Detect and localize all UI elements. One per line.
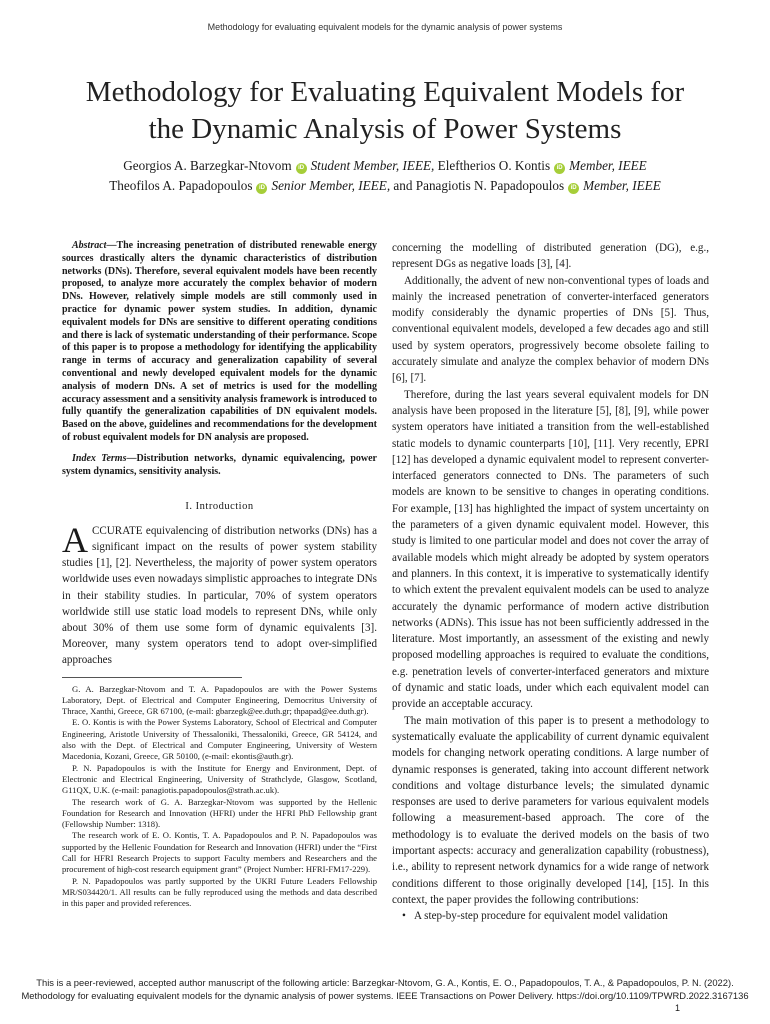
footnote: The research work of E. O. Kontis, T. A. Papadopoulos and P. N. Papadopoulos was supported by the Hellenic Foundation for Research and Innovation (HFRI) under the “First Call for HFRI Research Projects to support Faculty members and Researchers and the procurement of high-cost research equipment grant” (Project Number: HFRI-FM17-229). xyxy=(62,830,377,875)
footnote: G. A. Barzegkar-Ntovom and T. A. Papadopoulos are with the Power Systems Laboratory, Dept. of Electrical and Computer Engineering, Democritus University of Thrace, Xanthi, Greece, GR 67100, (e-mail: gbarzegk@ee.duth.gr; thpapad@ee.duth.gr). xyxy=(62,683,377,717)
paper-title xyxy=(40,74,730,148)
author-name: Eleftherios O. Kontis xyxy=(437,158,551,173)
index-terms-label: Index Terms xyxy=(72,452,127,464)
author-name: Georgios A. Barzegkar-Ntovom xyxy=(123,158,292,173)
left-column xyxy=(62,240,377,910)
intro-text: CCURATE equivalencing of distribution networks (DNs) has a significant impact on the results of power system stability studies [1], [2]. Nevertheless, the majority of power system operators worldwide uses even nowadays simplistic approaches to integrate DNs in their stability studies. In particular, 70% of system operators worldwide still use static load models to represent DNs, while only about 30% of them use some form of dynamic equivalents [3]. Moreover, many system operators tend to adopt over-simplified approaches xyxy=(62,524,377,667)
body-paragraph: concerning the modelling of distributed generation (DG), e.g., represent DGs as negative loads [3], [4]. xyxy=(392,242,709,271)
orcid-icon[interactable]: iD xyxy=(554,163,565,174)
orcid-icon[interactable]: iD xyxy=(568,183,579,194)
page-number: 1 xyxy=(674,1003,680,1013)
author-line-2 xyxy=(40,176,730,196)
body-paragraph: The main motivation of this paper is to present a methodology to systematically evaluate the applicability of current dynamic equivalent models for changing network operating conditions. A large number of dynamic responses is generated, taking into account different network conditions and voltage disturbance levels; the simulated dynamic responses are used to derive parameters for various equivalent models following a measurement-based approach. The core of the methodology is to evaluate the derived models on the basis of two important aspects: accuracy and generalization capability (robustness), i.e., ability to represent network dynamics for a wide range of network conditions different to those originally developed [14], [15]. In this context, the paper provides the following contributions: xyxy=(392,714,709,906)
footnote: P. N. Papadopoulos was partly supported by the UKRI Future Leaders Fellowship MR/S034420/1. All results can be fully reproduced using the methods and data described in this paper and provided references. xyxy=(62,875,377,909)
footnote: E. O. Kontis is with the Power Systems Laboratory, School of Electrical and Computer Engineering, Aristotle University of Thessaloniki, Thessaloniki, Greece, GR 54124, and also with the Dept. of Electrical and Computer Engineering, University of Western Macedonia, Kozani, Greece, GR 50100, (e-mail: ekontis@auth.gr). xyxy=(62,717,377,762)
index-terms xyxy=(62,453,377,479)
body-paragraph: Additionally, the advent of new non-conventional types of loads and mainly the increased penetration of converter-interfaced generators modify considerably the dynamic properties of DNs [5]. Thus, conventional equivalent models, developed a few decades ago and still used by system operators, progressively become obsolete failing to accurately simulate and analyze the complex behavior of modern DNs [6], [7]. xyxy=(392,274,709,385)
author-conjunction: and xyxy=(393,178,413,193)
intro-paragraph xyxy=(62,519,377,669)
section-heading: I. Introduction xyxy=(185,501,254,513)
abstract-text: —The increasing penetration of distributed renewable energy sources drastically alters the dynamic characteristics of distribution networks (DNs). Therefore, several equivalent models have been recently proposed, to analyze more accurately the complex behavior of modern DNs. However, relatively simple models are still commonly used in practice for dynamic power system studies. In addition, dynamic equivalent models for DNs are sensitive to different operating conditions and there is lack of systematic understanding of their performance. Scope of this paper is to propose a methodology for identifying the applicability range in terms of accuracy and generalization capability of several conventional and newly developed equivalent models for the dynamic analysis of modern DNs. A set of metrics is used for the modelling accuracy assessment and a sensitivity analysis framework is introduced to fully quantify the generalization capabilities of DN equivalent models. Based on the above, guidelines and recommendations for the development of robust equivalent models for DN analysis are proposed. xyxy=(62,240,377,443)
footer-line-1: This is a peer-reviewed, accepted author manuscript of the following article: Barzegkar-Ntovom, G. A., Kontis, E. O., Papadopoulos, T. A., & Papadopoulos, P. N. (2022). xyxy=(36,977,734,988)
running-head: Methodology for evaluating equivalent models for the dynamic analysis of power systems xyxy=(207,22,563,32)
author-line-1 xyxy=(40,156,730,176)
title-line-2: the Dynamic Analysis of Power Systems xyxy=(148,113,622,145)
body-paragraph: Therefore, during the last years several equivalent models for DN analysis have been proposed in the literature [5], [8], [9], while power system operators have initiated a transition from the well-established static models to dynamic counterparts [10], [11]. Very recently, EPRI [12] has developed a dynamic equivalent model to represent converter-interfaced generators connected to DNs. The parameters of such models are known to be sensitive to changes in operating conditions. For example, [13] has highlighted the impact of system uncertainty on the parameters of a given dynamic equivalent model. However, this study is limited to one particular model and does not cover the array of available models which might already be adopted by system operators and planners. In this context, it is imperative to systematically identify to which extent the prevalent equivalent models can be used to analyze accurately the dynamic performance of modern active distribution networks (ADNs). This issue has not been sufficiently addressed in the literature. Most importantly, an assessment of the existing and newly proposed modelling approaches is required to evaluate the conditions, e.g. penetration levels of converter-interfaced generators and mixture of dynamic and static loads, under which each equivalent model can provide an acceptable accuracy. xyxy=(392,388,709,711)
title-line-1: Methodology for Evaluating Equivalent Models for xyxy=(85,76,685,108)
abstract xyxy=(62,240,377,445)
author-list xyxy=(40,156,730,196)
footnote-rule xyxy=(62,677,242,678)
orcid-icon[interactable]: iD xyxy=(256,183,267,194)
right-column xyxy=(392,240,709,924)
footnote: The research work of G. A. Barzegkar-Ntovom was supported by the Hellenic Foundation for Research and Innovation (HFRI) under the HFRI PhD Fellowship grant (Fellowship Number: 1318). xyxy=(62,796,377,830)
author-role: Student Member, IEEE, xyxy=(310,158,435,173)
drop-cap: A xyxy=(62,519,88,560)
author-role: Senior Member, IEEE, xyxy=(271,178,391,193)
footnote: P. N. Papadopoulos is with the Institute for Energy and Environment, Dept. of Electronic and Electrical Engineering, University of Strathclyde, Glasgow, Scotland, G11QX, U.K. (e-mail: panagiotis.papadopoulos@strath.ac.uk). xyxy=(62,762,377,796)
abstract-label: Abstract xyxy=(72,240,107,251)
author-name: Panagiotis N. Papadopoulos xyxy=(415,178,565,193)
author-role: Member, IEEE xyxy=(569,158,647,173)
author-role: Member, IEEE xyxy=(583,178,661,193)
footer-line-2[interactable]: Methodology for evaluating equivalent models for the dynamic analysis of power systems. IEEE Transactions on Power Delivery. https://doi.org/10.1109/TPWRD.2022.3167136 xyxy=(21,990,749,1001)
orcid-icon[interactable]: iD xyxy=(296,163,307,174)
citation-footer xyxy=(0,976,770,1002)
author-name: Theofilos A. Papadopoulos xyxy=(109,178,253,193)
index-terms-text: —Distribution networks, dynamic equivalencing, power system dynamics, sensitivity analysis. xyxy=(62,452,377,477)
contribution-bullet: • A step-by-step procedure for equivalent model validation xyxy=(392,908,709,924)
